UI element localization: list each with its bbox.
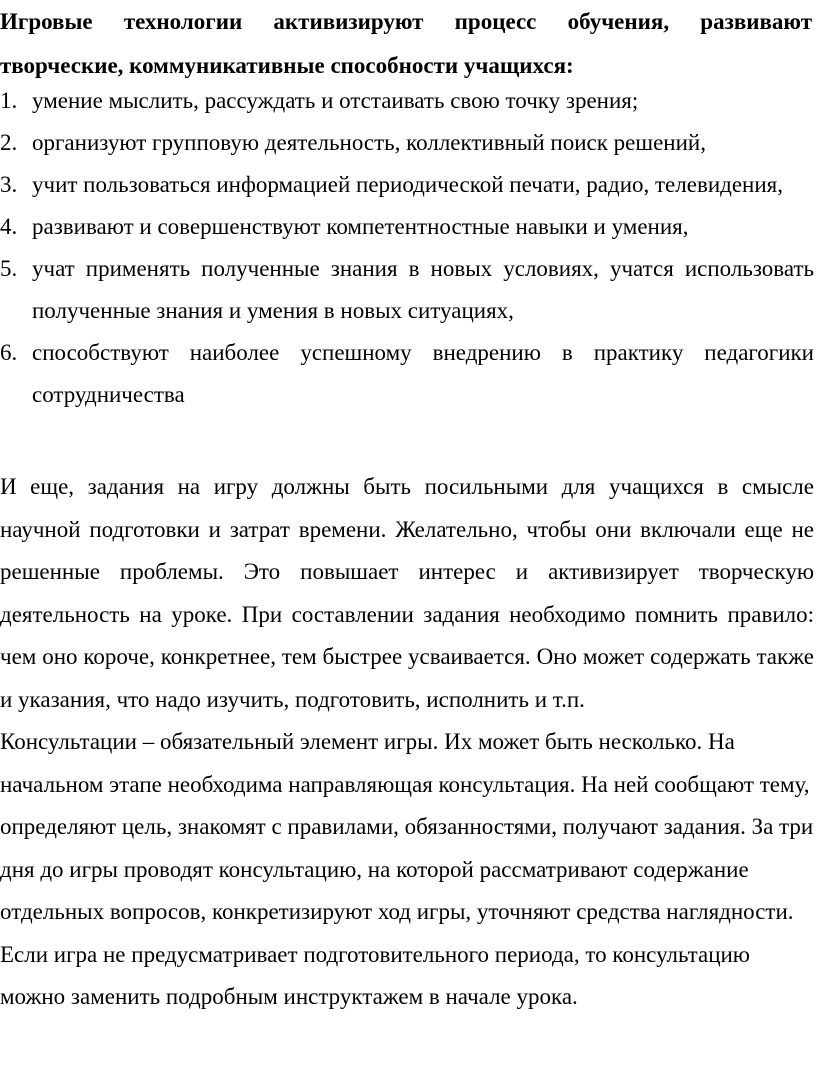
list-item-number: 5.: [0, 256, 18, 281]
list-item-text: учит пользоваться информацией периодической печати, радио, телевидения,: [32, 172, 783, 197]
section-heading: Игровые технологии активизируют процесс обучения, развивают творческие, коммуникативные способности учащихся:: [0, 9, 812, 78]
list-item-number: 2.: [0, 130, 18, 155]
list-item-text: умение мыслить, рассуждать и отстаивать свою точку зрения;: [32, 88, 639, 113]
body-paragraph-game-tasks: И еще, задания на игру должны быть посильными для учащихся в смысле научной подготовки и затрат времени. Желательно, чтобы они включали еще не решенные проблемы. Это повышает интерес и активизирует творческую деятельность на уроке. При составлении задания необходимо помнить правило: чем оно короче, конкретнее, тем быстрее усваивается. Оно может содержать также и указания, что надо изучить, подготовить, исполнить и т.п.: [0, 474, 814, 712]
list-item-text: учат применять полученные знания в новых условиях, учатся использовать полученные знания и умения в новых ситуациях,: [32, 256, 814, 323]
list-item: [0, 248, 814, 332]
list-item-text: развивают и совершенствуют компетентностные навыки и умения,: [32, 214, 689, 239]
list-item-text: способствуют наиболее успешному внедрению в практику педагогики сотрудничества: [32, 340, 814, 407]
benefits-list: [0, 80, 814, 416]
list-item-number: 6.: [0, 340, 18, 365]
body-paragraph-consultations: Консультации – обязательный элемент игры. Их может быть несколько. На начальном этапе необходима направляющая консультация. На ней сообщают тему, определяют цель, знакомят с правилами, обязанностями, получают задания. За три дня до игры проводят консультацию, на которой рассматривают содержание отдельных вопросов, конкретизируют ход игры, уточняют средства наглядности. Если игра не предусматривает подготовительного периода, то консультацию можно заменить подробным инструктажем в начале урока.: [0, 729, 814, 1009]
list-item: [0, 80, 814, 122]
list-item: [0, 332, 814, 416]
list-item-number: 1.: [0, 88, 18, 113]
list-item-text: организуют групповую деятельность, коллективный поиск решений,: [32, 130, 706, 155]
list-item-number: 3.: [0, 172, 18, 197]
list-item: [0, 164, 814, 206]
list-item-number: 4.: [0, 214, 18, 239]
list-item: [0, 206, 814, 248]
list-item: [0, 122, 814, 164]
